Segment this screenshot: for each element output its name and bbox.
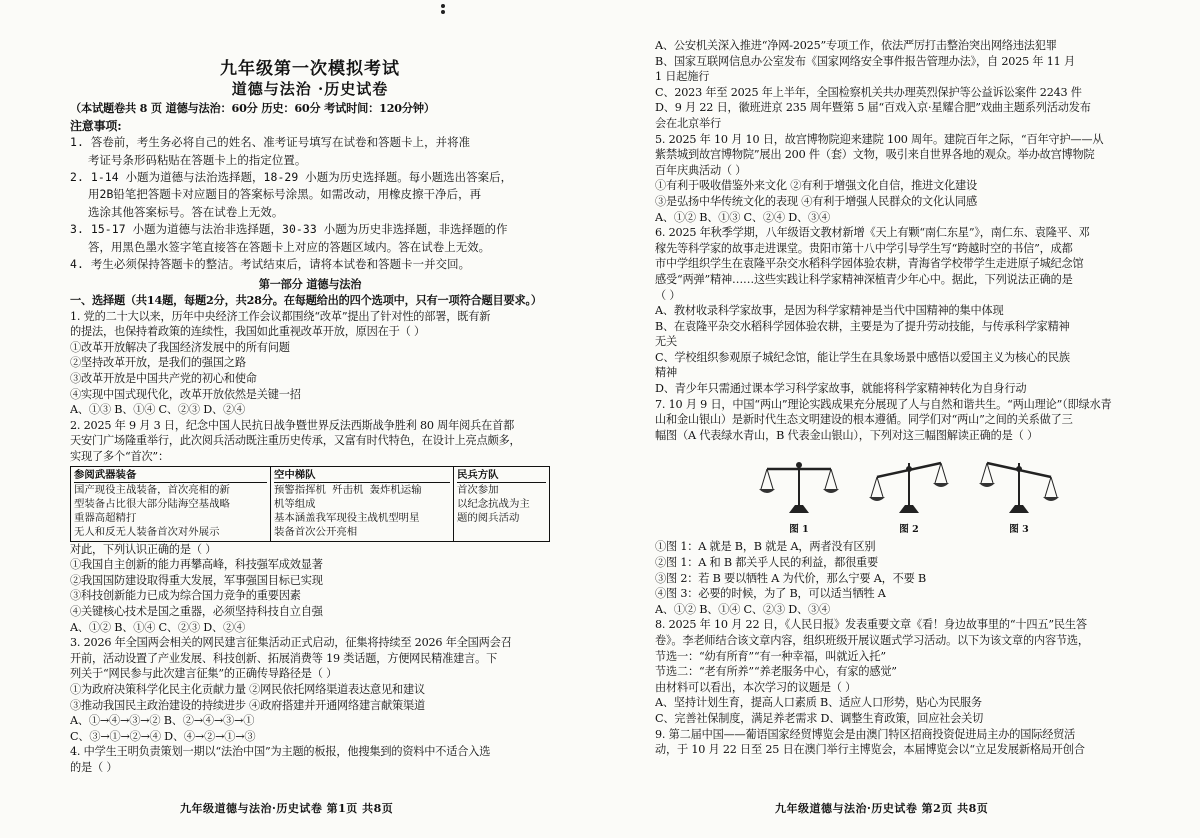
text-line: 5. 2025 年 10 月 10 日，故宫博物院迎来建院 100 周年。建院百年之际，“百年守护——从 [655, 132, 1104, 146]
text-line: C、学校组织参观原子城纪念馆，能让学生在具象场景中感悟以爱国主义为核心的民族 [655, 350, 1070, 364]
figure-2 [869, 457, 949, 535]
note-line: 用2B铅笔把答题卡对应题目的答案标号涂黑。如需改动，用橡皮擦干净后，再 [88, 187, 482, 202]
text-line: A、①② B、①④ C、②③ D、③④ [655, 602, 830, 616]
text-line: 7. 10 月 9 日，中国“两山”理论实践成果充分展现了人与自然和谐共生。“两山理论”（即绿水青 [655, 397, 1112, 411]
note-line: 答，用黑色墨水签字笔直接答在答题卡上对应的答题区域内。答在试卷上无效。 [88, 239, 491, 254]
text-line: ①有利于吸收借鉴外来文化 ②有利于增强文化自信，推进文化建设 [655, 179, 977, 193]
text-line: A、①② B、①④ C、②③ D、②④ [70, 620, 245, 634]
table-cell: 以纪念抗战为主 [457, 497, 530, 510]
page-2 [655, 0, 1145, 838]
exam-info: （本试题卷共 8 页 道德与法治：60分 历史：60分 考试时间：120分钟） [70, 101, 435, 115]
text-line: ①改革开放解决了我国经济发展中的所有问题 [70, 340, 290, 354]
text-line: A、①③ B、①④ C、②③ D、②④ [70, 403, 245, 417]
text-line: D、青少年只需通过课本学习科学家故事，就能将科学家精神转化为自身行动 [655, 382, 1027, 396]
section-heading: 一、选择题（共14题，每题2分，共28分。在每题给出的四个选项中，只有一项符合题目要求。） [70, 293, 542, 308]
text-line: 幅图（A 代表绿水青山，B 代表金山银山），下列对这三幅图解读正确的是（ ） [655, 428, 1038, 442]
text-line: 节选二：“老有所养”“养老服务中心，有家的感觉” [655, 665, 897, 679]
left-questions-a [70, 309, 550, 465]
text-line: 无关 [655, 335, 677, 349]
text-line: C、③→①→②→④ D、④→②→①→③ [70, 729, 256, 743]
text-line: 会在北京举行 [655, 116, 721, 130]
table-cell: 国产现役主战装备，首次亮相的新 [74, 483, 230, 496]
text-line: A、坚持计划生育，提高人口素质 B、适应人口形势，贴心为民服务 [655, 696, 982, 710]
text-line: 稼先等科学家的故事走进课堂。贵阳市第十八中学引导学生写“跨越时空的书信”，成都 [655, 241, 1073, 255]
text-line: ②坚持改革开放，是我们的强国之路 [70, 356, 246, 370]
figure-3-label: 图 3 [1009, 524, 1029, 536]
text-line: 2. 2025 年 9 月 3 日，纪念中国人民抗日战争暨世界反法西斯战争胜利 80 周年阅兵在首都 [70, 418, 515, 432]
text-line: 山和金山银山）是新时代生态文明建设的根本遵循。同学们对“两山”之间的关系做了三 [655, 413, 1073, 427]
text-line: B、国家互联网信息办公室发布《国家网络安全事件报告管理办法》，自 2025 年 11 月 [655, 54, 1075, 68]
text-line: ①图 1：A 就是 B，B 就是 A，两者没有区别 [655, 540, 876, 554]
table-cell: 首次参加 [457, 483, 499, 496]
page-1 [70, 0, 550, 838]
note-line: 考证号条形码粘贴在答题卡上的指定位置。 [88, 152, 307, 167]
text-line: C、完善社保制度，满足养老需求 D、调整生育政策，回应社会关切 [655, 711, 984, 725]
table-cell: 重器高超精打 [74, 512, 137, 525]
text-line: 百年庆典活动（ ） [655, 163, 747, 177]
text-line: 开前，活动设置了产业发展、科技创新、拓展消费等 19 类话题，方便网民精准建言。下 [70, 651, 498, 665]
note-line: 3. 15-17 小题为道德与法治非选择题，30-33 小题为历史非选择题，非选择题的作 [70, 222, 508, 237]
text-line: 4. 中学生王明负责策划一期以“法治中国”为主题的板报，他搜集到的资料中不适合入选 [70, 745, 491, 759]
note-line: 2. 1-14 小题为道德与法治选择题，18-29 小题为历史选择题。每小题选出答案后， [70, 170, 513, 184]
text-line: ①我国自主创新的能力再攀高峰，科技强军成效显著 [70, 558, 323, 572]
text-line: ③推动我国民主政治建设的持续进步 ④政府搭建并开通网络建言献策渠道 [70, 698, 425, 712]
text-line: 动，于 10 月 22 日至 25 日在澳门举行主博览会，本届博览会以“立足发展新格局开创合 [655, 743, 1085, 757]
table-cell: 机等组成 [274, 497, 316, 510]
text-line: C、2023 年至 2025 年上半年，全国检察机关共办理英烈保护等公益诉讼案件 2243 件 [655, 85, 1082, 99]
table-cell: 空中梯队 [274, 468, 450, 483]
text-line: 对此，下列认识正确的是（ ） [70, 542, 217, 556]
text-line: 3. 2026 年全国两会相关的网民建言征集活动正式启动，征集将持续至 2026 年全国两会召 [70, 636, 512, 650]
text-line: 感受“两弹”精神……这些实践让科学家精神深植青少年心中。据此，下列说法正确的是 [655, 272, 1073, 286]
table-cell: 题的阅兵活动 [457, 512, 520, 525]
right-questions-a [655, 38, 1145, 443]
text-line: 1. 党的二十大以来，历年中央经济工作会议都围绕“改革”提出了针对性的部署，既有新 [70, 309, 491, 323]
text-line: 节选一：“幼有所育”“有一种幸福，叫就近入托” [655, 649, 886, 663]
page-1-body [70, 101, 550, 775]
text-line: ③是弘扬中华传统文化的表现 ④有利于增强人民群众的文化认同感 [655, 194, 977, 208]
text-line: 由材料可以看出，本次学习的议题是（ ） [655, 680, 857, 694]
scale-figures [759, 457, 1059, 535]
parade-table [70, 466, 550, 542]
text-line: 8. 2025 年 10 月 22 日，《人民日报》发表重要文章《看！身边故事里的“十四五”民生答 [655, 618, 1087, 632]
figure-3 [979, 457, 1059, 535]
text-line: ③图 2：若 B 要以牺牲 A 为代价，那么宁要 A，不要 B [655, 571, 926, 585]
text-line: ④关键核心技术是国之重器，必须坚持科技自立自强 [70, 604, 323, 618]
text-line: ④实现中国式现代化，改革开放依然是关键一招 [70, 387, 301, 401]
table-cell: 民兵方队 [457, 468, 546, 483]
table-col-weapons [71, 467, 271, 541]
table-col-militia [454, 467, 549, 541]
text-line: 1 日起施行 [655, 70, 710, 84]
text-line: ③改革开放是中国共产党的初心和使命 [70, 372, 257, 385]
text-line: 市中学组织学生在袁隆平杂交水稻科学园体验农耕，青海省学校带学生走进原子城纪念馆 [655, 257, 1084, 271]
text-line: （ ） [655, 288, 681, 302]
text-line: A、①→④→③→② B、②→④→③→① [70, 714, 255, 728]
left-questions-b [70, 542, 550, 776]
table-cell: 参阅武器装备 [74, 468, 267, 483]
table-cell: 预警指挥机 歼击机 轰炸机运输 [274, 483, 422, 496]
text-line: 6. 2025 年秋季学期，八年级语文教材新增《天上有颗“南仁东星”》，南仁东、袁隆平、邓 [655, 226, 1090, 240]
table-cell: 基本涵盖我军现役主战机型明星 [274, 512, 420, 525]
text-line: 天安门广场隆重举行，此次阅兵活动既注重历史传承，又富有时代特色，在设计上亮点颇多， [70, 434, 521, 448]
text-line: 的是（ ） [70, 760, 118, 774]
text-line: 的提法，也保持着政策的连续性，我国如此重视改革开放，原因在于（ ） [70, 325, 425, 339]
text-line: 精神 [655, 366, 677, 380]
text-line: ④图 3：必要的时候，为了 B，可以适当牺牲 A [655, 587, 886, 601]
page-1-footer: 九年级道德与法治·历史试卷 第1页 共8页 [180, 802, 394, 815]
text-line: A、①② B、①③ C、②④ D、③④ [655, 210, 830, 224]
text-line: 紫禁城到故宫博物院”展出 200 件（套）文物，吸引来自世界各地的观众。举办故宫博物院 [655, 148, 1095, 162]
text-line: 9. 第二届中国——葡语国家经贸博览会是由澳门特区招商投资促进局主办的国际经贸活 [655, 727, 1076, 741]
table-cell: 无人和反无人装备首次对外展示 [74, 526, 220, 539]
note-line: 选涂其他答案标号。答在试卷上无效。 [88, 204, 284, 219]
table-cell [457, 525, 546, 539]
table-cell: 型装备占比很大部分陆海空基战略 [74, 497, 230, 510]
text-line: A、教材收录科学家故事，是因为科学家精神是当代中国精神的集中体现 [655, 304, 1004, 318]
figure-1-label: 图 1 [789, 524, 809, 536]
note-line: 4. 考生必须保持答题卡的整洁。考试结束后，请将本试卷和答题卡一并交回。 [70, 257, 471, 272]
figure-2-label: 图 2 [899, 524, 919, 536]
figure-1 [759, 457, 839, 535]
text-line: ③科技创新能力已成为综合国力竞争的重要因素 [70, 589, 301, 603]
table-cell: 装备首次公开亮相 [274, 526, 358, 539]
text-line: 列关于“网民参与此次建言征集”的正确传导路径是（ ） [70, 667, 338, 681]
exam-subtitle: 道德与法治 ·历史试卷 [231, 80, 389, 98]
text-line: ②我国国防建设取得重大发展，军事强国目标已实现 [70, 573, 323, 587]
page-2-body [655, 38, 1145, 758]
notes-list [70, 134, 550, 273]
table-col-air [271, 467, 454, 541]
text-line: ②图 1：A 和 B 都关乎人民的利益，都很重要 [655, 556, 879, 570]
text-line: ①为政府决策科学化民主化贡献力量 ②网民依托网络渠道表达意见和建议 [70, 682, 425, 696]
text-line: 实现了多个“首次”： [70, 449, 169, 463]
text-line: A、公安机关深入推进“净网-2025”专项工作，依法严厉打击整治突出网络违法犯罪 [655, 39, 1057, 52]
text-line: D、9 月 22 日，徽班进京 235 周年暨第 5 届“百戏入京·星耀合肥”戏曲主题系列活动发布 [655, 101, 1091, 115]
right-questions-b [655, 539, 1145, 757]
page-2-footer: 九年级道德与法治·历史试卷 第2页 共8页 [775, 802, 989, 815]
part1-heading: 第一部分 道德与法治 [258, 277, 362, 292]
exam-title: 九年级第一次模拟考试 [220, 59, 400, 79]
note-line: 1. 答卷前，考生务必将自己的姓名、准考证号填写在试卷和答题卡上，并将准 [70, 135, 471, 150]
text-line: B、在袁隆平杂交水稻科学园体验农耕，主要是为了提升劳动技能，与传承科学家精神 [655, 319, 1070, 333]
text-line: 卷》。李老师结合该文章内容，组织班级开展议题式学习活动。以下为该文章的内容节选， [655, 634, 1089, 647]
notes-heading: 注意事项: [70, 118, 122, 133]
